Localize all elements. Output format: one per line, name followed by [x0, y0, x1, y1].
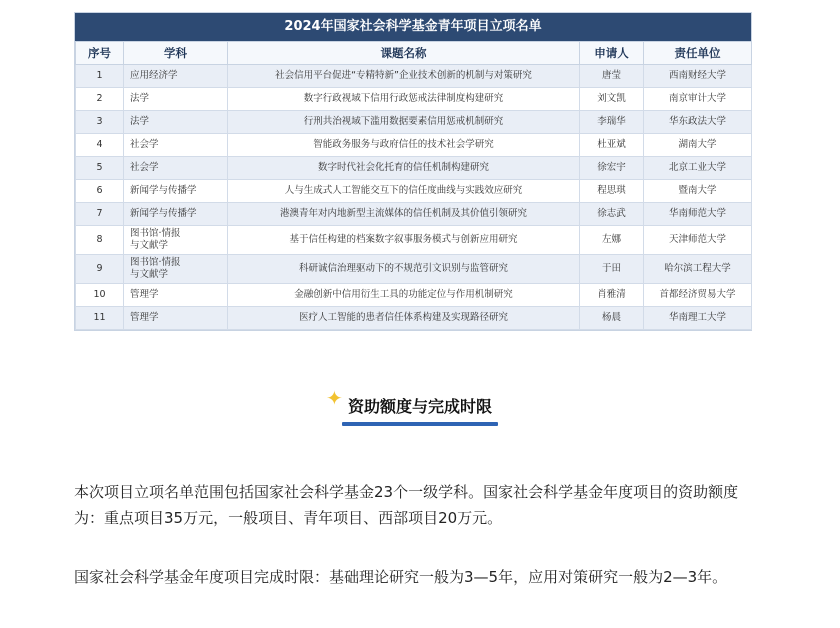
- col-header-institution: 责任单位: [644, 42, 752, 65]
- sparkle-icon: ✦: [325, 386, 343, 410]
- cell-topic: 社会信用平台促进“专精特新”企业技术创新的机制与对策研究: [228, 65, 580, 88]
- cell-applicant: 程思琪: [580, 180, 644, 203]
- data-table: [75, 41, 752, 330]
- table-row: [76, 284, 752, 307]
- table-row: [76, 180, 752, 203]
- table-row: [76, 134, 752, 157]
- cell-discipline: 管理学: [124, 307, 228, 330]
- cell-topic: 数字行政视域下信用行政惩戒法律制度构建研究: [228, 88, 580, 111]
- cell-discipline: 应用经济学: [124, 65, 228, 88]
- paragraph-duration: 国家社会科学基金年度项目完成时限：基础理论研究一般为3—5年，应用对策研究一般为2—3年。: [74, 568, 728, 586]
- project-list-table: [74, 12, 752, 331]
- table-row: [76, 203, 752, 226]
- cell-institution: 暨南大学: [644, 180, 752, 203]
- cell-discipline: 社会学: [124, 157, 228, 180]
- section-heading: [0, 386, 840, 426]
- table-header-row: [76, 42, 752, 65]
- cell-index: 9: [76, 255, 124, 284]
- cell-applicant: 左娜: [580, 226, 644, 255]
- table-row: [76, 255, 752, 284]
- cell-institution: 南京审计大学: [644, 88, 752, 111]
- table-title: 2024年国家社会科学基金青年项目立项名单: [75, 13, 751, 41]
- table-row: [76, 157, 752, 180]
- cell-applicant: 杜亚斌: [580, 134, 644, 157]
- cell-applicant: 徐宏宇: [580, 157, 644, 180]
- cell-applicant: 徐志武: [580, 203, 644, 226]
- cell-topic: 基于信任构建的档案数字叙事服务模式与创新应用研究: [228, 226, 580, 255]
- cell-topic: 医疗人工智能的患者信任体系构建及实现路径研究: [228, 307, 580, 330]
- cell-institution: 首都经济贸易大学: [644, 284, 752, 307]
- paragraph-funding: 本次项目立项名单范围包括国家社会科学基金23个一级学科。国家社会科学基金年度项目的资助额度为：重点项目35万元，一般项目、青年项目、西部项目20万元。: [74, 483, 739, 527]
- cell-institution: 天津师范大学: [644, 226, 752, 255]
- cell-applicant: 杨晨: [580, 307, 644, 330]
- table-row: [76, 111, 752, 134]
- cell-topic: 金融创新中信用衍生工具的功能定位与作用机制研究: [228, 284, 580, 307]
- cell-applicant: 肖雅清: [580, 284, 644, 307]
- cell-applicant: 唐莹: [580, 65, 644, 88]
- table-row: [76, 88, 752, 111]
- cell-discipline: 图书馆·情报 与文献学: [124, 226, 228, 255]
- cell-institution: 西南财经大学: [644, 65, 752, 88]
- table-row: [76, 226, 752, 255]
- table-row: [76, 65, 752, 88]
- cell-institution: 华东政法大学: [644, 111, 752, 134]
- heading-underline: [342, 422, 498, 426]
- section-heading-text: 资助额度与完成时限: [347, 397, 492, 416]
- cell-index: 2: [76, 88, 124, 111]
- cell-discipline: 图书馆·情报 与文献学: [124, 255, 228, 284]
- cell-index: 8: [76, 226, 124, 255]
- cell-applicant: 刘文凯: [580, 88, 644, 111]
- cell-topic: 人与生成式人工智能交互下的信任度曲线与实践效应研究: [228, 180, 580, 203]
- col-header-applicant: 申请人: [580, 42, 644, 65]
- table-row: [76, 307, 752, 330]
- cell-index: 5: [76, 157, 124, 180]
- cell-institution: 哈尔滨工程大学: [644, 255, 752, 284]
- cell-topic: 数字时代社会化托育的信任机制构建研究: [228, 157, 580, 180]
- cell-topic: 行刑共治视域下滥用数据要素信用惩戒机制研究: [228, 111, 580, 134]
- cell-index: 3: [76, 111, 124, 134]
- cell-discipline: 社会学: [124, 134, 228, 157]
- cell-index: 7: [76, 203, 124, 226]
- cell-discipline: 新闻学与传播学: [124, 180, 228, 203]
- cell-institution: 华南师范大学: [644, 203, 752, 226]
- cell-index: 11: [76, 307, 124, 330]
- col-header-topic: 课题名称: [228, 42, 580, 65]
- cell-discipline: 新闻学与传播学: [124, 203, 228, 226]
- cell-applicant: 李瑞华: [580, 111, 644, 134]
- col-header-discipline: 学科: [124, 42, 228, 65]
- cell-index: 6: [76, 180, 124, 203]
- cell-institution: 北京工业大学: [644, 157, 752, 180]
- cell-institution: 华南理工大学: [644, 307, 752, 330]
- cell-applicant: 于田: [580, 255, 644, 284]
- cell-discipline: 管理学: [124, 284, 228, 307]
- cell-index: 1: [76, 65, 124, 88]
- cell-institution: 湖南大学: [644, 134, 752, 157]
- col-header-index: 序号: [76, 42, 124, 65]
- cell-topic: 智能政务服务与政府信任的技术社会学研究: [228, 134, 580, 157]
- cell-index: 4: [76, 134, 124, 157]
- cell-topic: 科研诚信治理驱动下的不规范引文识别与监管研究: [228, 255, 580, 284]
- cell-index: 10: [76, 284, 124, 307]
- cell-discipline: 法学: [124, 88, 228, 111]
- cell-topic: 港澳青年对内地新型主流媒体的信任机制及其价值引领研究: [228, 203, 580, 226]
- cell-discipline: 法学: [124, 111, 228, 134]
